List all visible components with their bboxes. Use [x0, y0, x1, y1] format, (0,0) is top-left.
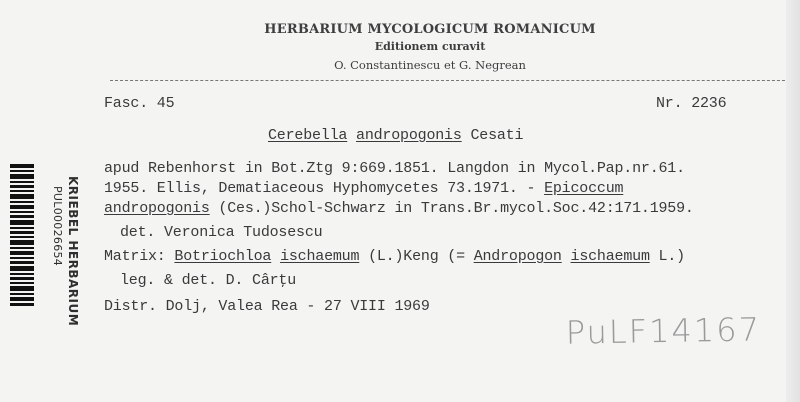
citation-line-3: andropogonis (Ces.)Schol-Schwarz in Trans.Br.mycol.Soc.42:171.1959. — [104, 200, 694, 217]
host-synonym-genus: Andropogon — [473, 248, 562, 265]
host-epithet: ischaemum — [280, 248, 360, 265]
herbarium-title: HERBARIUM MYCOLOGICUM ROMANICUM — [264, 22, 596, 37]
taxon-epithet: andropogonis — [356, 127, 462, 144]
header-divider — [110, 80, 800, 81]
handwritten-accession-number: PuLF14167 — [565, 310, 762, 352]
edition-note: Editionem curavit — [374, 40, 486, 53]
collector: leg. & det. D. Cârţu — [120, 272, 297, 289]
distribution: Distr. Dolj, Valea Rea - 27 VIII 1969 — [104, 298, 430, 315]
determiner: det. Veronica Tudosescu — [120, 224, 323, 241]
citation-line-2: 1955. Ellis, Dematiaceous Hyphomycetes 73.1971. - Epicoccum — [104, 180, 624, 197]
taxon-genus: Cerebella — [268, 127, 348, 144]
host-genus: Botriochloa — [174, 248, 272, 265]
specimen-number: Nr. 2236 — [656, 95, 727, 112]
editors: O. Constantinescu et G. Negrean — [334, 58, 526, 72]
barcode-icon — [10, 160, 34, 310]
synonym-genus: Epicoccum — [544, 180, 624, 197]
citation-line-1: apud Rebenhorst in Bot.Ztg 9:669.1851. Langdon in Mycol.Pap.nr.61. — [104, 160, 685, 177]
barcode-number: PUL00026654 — [51, 186, 64, 267]
taxon-name — [268, 127, 523, 144]
fascicle-number: Fasc. 45 — [104, 95, 175, 112]
host-synonym-epithet: ischaemum — [570, 248, 650, 265]
matrix-host: Matrix: Botriochloa ischaemum (L.)Keng (= Andropogon ischaemum L.) — [104, 248, 685, 265]
synonym-epithet: andropogonis — [104, 200, 210, 217]
taxon-author: Cesati — [470, 127, 524, 144]
barcode-institution: KRIEBEL HERBARIUM — [66, 176, 80, 327]
